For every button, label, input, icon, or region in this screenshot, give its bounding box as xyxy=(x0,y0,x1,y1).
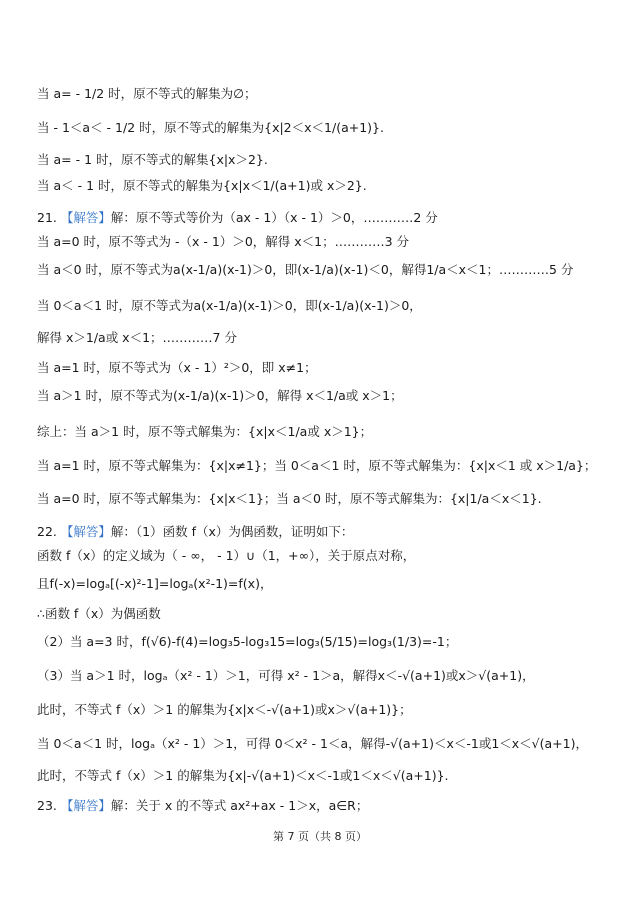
text-line: 此时，不等式 f（x）＞1 的解集为{x|-√(a+1)＜x＜-1或1＜x＜√(a+1)}. xyxy=(37,768,449,783)
text-line: 当 - 1＜a＜ - 1/2 时，原不等式的解集为{x|2＜x＜1/(a+1)}. xyxy=(37,120,384,135)
text-line: 当 a=0 时，原不等式解集为：{x|x＜1}；当 a＜0 时，原不等式解集为：{x|1/a＜x＜1}. xyxy=(37,491,542,506)
question-number: 22. xyxy=(37,524,57,539)
answer-tag: 【解答】 xyxy=(60,210,111,225)
answer-text: 解：（1）函数 f（x）为偶函数，证明如下： xyxy=(110,524,354,539)
text-line: 当 0＜a＜1 时，logₐ（x² - 1）＞1，可得 0＜x² - 1＜a，解得-√(a+1)＜x＜-1或1＜x＜√(a+1)， xyxy=(37,736,588,751)
text-line: 当 a＞1 时，原不等式为(x-1/a)(x-1)＞0，解得 x＜1/a或 x＞1； xyxy=(37,388,403,403)
text-line: 当 a=0 时，原不等式为 -（x - 1）＞0，解得 x＜1；…………3 分 xyxy=(37,234,410,249)
text-line: ∴函数 f（x）为偶函数 xyxy=(37,606,161,621)
answer-text: 解：关于 x 的不等式 ax²+ax - 1＞x，a∈R； xyxy=(110,798,369,813)
question-number: 21. xyxy=(37,210,57,225)
text-line: 综上：当 a＞1 时，原不等式解集为：{x|x＜1/a或 x＞1}； xyxy=(37,424,373,439)
page-footer: 第 7 页（共 8 页） xyxy=(273,830,367,843)
answer-text: 解：原不等式等价为（ax - 1）（x - 1）＞0，…………2 分 xyxy=(110,210,438,225)
answer-heading-23 xyxy=(37,796,610,816)
text-line: 解得 x＞1/a或 x＜1；…………7 分 xyxy=(37,330,237,345)
text-line: 当 a=1 时，原不等式解集为：{x|x≠1}；当 0＜a＜1 时，原不等式解集为：{x|x＜1 或 x＞1/a}； xyxy=(37,458,597,473)
answer-tag: 【解答】 xyxy=(60,524,111,539)
text-line: 当 0＜a＜1 时，原不等式为a(x-1/a)(x-1)＞0，即(x-1/a)(x-1)＞0， xyxy=(37,298,422,313)
answer-heading-22 xyxy=(37,522,610,542)
text-line: 函数 f（x）的定义域为（ - ∞， - 1）∪（1，+∞），关于原点对称， xyxy=(37,548,416,563)
text-line: 当 a＜ - 1 时，原不等式的解集为{x|x＜1/(a+1)或 x＞2}. xyxy=(37,178,367,193)
text-line: （2）当 a=3 时，f(√6)-f(4)=log₃5-log₃15=log₃(5/15)=log₃(1/3)=-1； xyxy=(37,634,458,649)
question-number: 23. xyxy=(37,798,57,813)
text-line: 此时，不等式 f（x）＞1 的解集为{x|x＜-√(a+1)或x＞√(a+1)}； xyxy=(37,702,412,717)
text-line: 当 a= - 1/2 时，原不等式的解集为∅； xyxy=(37,86,257,101)
text-line: 当 a= - 1 时，原不等式的解集{x|x＞2}. xyxy=(37,152,268,167)
answer-heading-21 xyxy=(37,208,610,228)
answer-tag: 【解答】 xyxy=(60,798,111,813)
text-line: （3）当 a＞1 时，logₐ（x² - 1）＞1，可得 x² - 1＞a，解得x＜-√(a+1)或x＞√(a+1)， xyxy=(37,668,535,683)
text-line: 当 a=1 时，原不等式为（x - 1）²＞0，即 x≠1； xyxy=(37,360,317,375)
text-line: 当 a＜0 时，原不等式为a(x-1/a)(x-1)＞0，即(x-1/a)(x-1)＜0，解得1/a＜x＜1；…………5 分 xyxy=(37,262,574,277)
text-line: 且f(-x)=logₐ[(-x)²-1]=logₐ(x²-1)=f(x)， xyxy=(37,576,273,591)
